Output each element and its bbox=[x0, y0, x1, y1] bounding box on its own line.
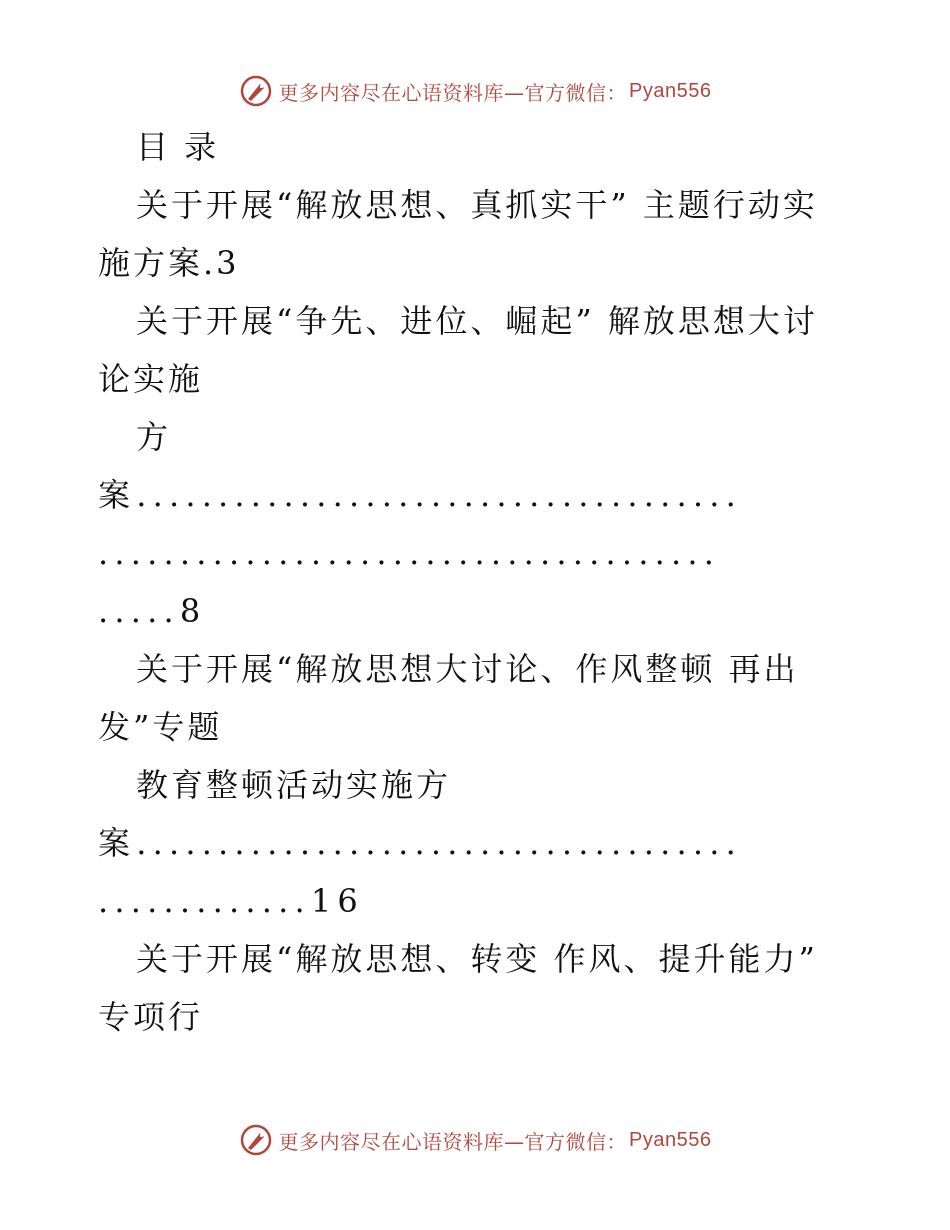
toc-entry-2-line-1: 关于开展“争先、进位、崛起” 解放思想大讨 bbox=[136, 302, 818, 340]
toc-entry-4-line-1: 关于开展“解放思想、转变 作风、提升能力” bbox=[136, 940, 818, 978]
watermark-text: 更多内容尽在心语资料库—官方微信： bbox=[278, 1129, 628, 1154]
toc-entry-3-line-2: 发”专题 bbox=[98, 708, 223, 746]
toc-entry-2-line-2: 论实施 bbox=[98, 360, 204, 398]
toc-entry-3-leader: 案..................................... bbox=[98, 824, 742, 862]
toc-entry-2-leader-2: ...................................... bbox=[98, 534, 721, 572]
pen-nib-logo-icon bbox=[239, 74, 273, 108]
toc-entry-1-line-1: 关于开展“解放思想、真抓实干” 主题行动实 bbox=[136, 186, 818, 224]
toc-entry-2-leader-1: 案..................................... bbox=[98, 476, 742, 514]
toc-entry-3-line-3: 教育整顿活动实施方 bbox=[136, 766, 452, 804]
toc-entry-2-page: .....8 bbox=[98, 592, 207, 630]
footer-watermark bbox=[0, 1120, 950, 1160]
watermark-id: Pyan556 bbox=[629, 79, 712, 102]
header-watermark bbox=[0, 71, 950, 111]
toc-heading: 目 录 bbox=[136, 128, 220, 166]
toc-entry-4-line-2: 专项行 bbox=[98, 998, 204, 1036]
toc-entry-2-line-3: 方 bbox=[136, 418, 172, 456]
toc-entry-3-line-1: 关于开展“解放思想大讨论、作风整顿 再出 bbox=[136, 650, 799, 688]
toc-entry-3-page: .............16 bbox=[98, 882, 364, 920]
toc-body bbox=[98, 118, 843, 1046]
watermark-text: 更多内容尽在心语资料库—官方微信： bbox=[278, 80, 628, 105]
pen-nib-logo-icon bbox=[239, 1123, 273, 1157]
watermark-id: Pyan556 bbox=[629, 1128, 712, 1151]
toc-entry-1-line-2: 施方案.3 bbox=[98, 244, 240, 282]
